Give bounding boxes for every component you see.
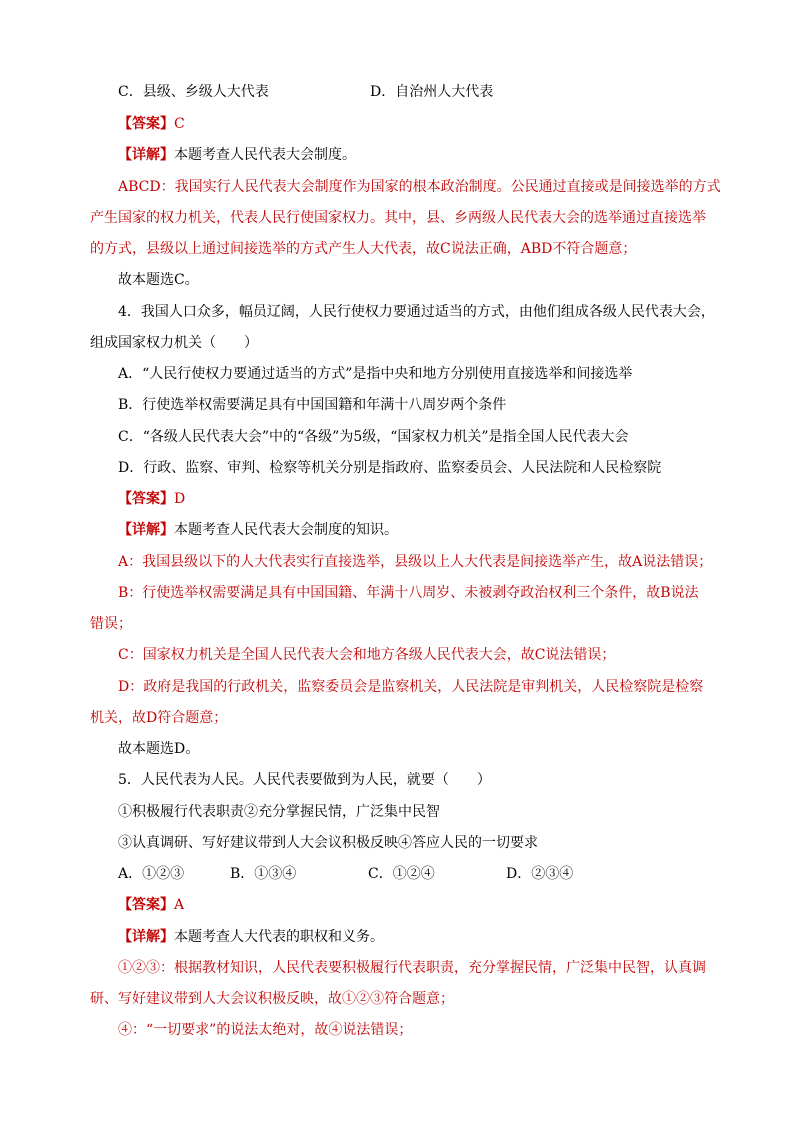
q4-answer [118,489,185,509]
q3-conclusion: 故本题选C。 [118,272,199,288]
q4-option-a: A．“人民行使权力要通过适当的方式”是指中央和地方分别使用直接选举和间接选举 [118,366,633,382]
detail-label: 【详解】 [118,522,174,538]
answer-label: 【答案】 [118,897,174,913]
q4-explanation-c: C：国家权力机关是全国人民代表大会和地方各级人民代表大会，故C说法错误； [118,647,616,663]
q4-conclusion: 故本题选D。 [118,741,200,757]
answer-value: D [174,491,186,507]
q4-option-d: D．行政、监察、审判、检察等机关分别是指政府、监察委员会、人民法院和人民检察院 [118,460,662,476]
detail-text: 本题考查人民代表大会制度。 [174,147,356,163]
q3-explanation-line: 产生国家的权力机关，代表人民行使国家权力。其中，县、乡两级人民代表大会的选举通过直接选举 [90,210,706,226]
detail-label: 【详解】 [118,147,174,163]
q5-answer [118,895,184,915]
detail-label: 【详解】 [118,929,174,945]
q3-option-d: D．自治州人大代表 [370,84,494,100]
q4-explanation-b: B：行使选举权需要满足具有中国国籍、年满十八周岁、未被剥夺政治权利三个条件，故B说法 [118,585,699,601]
q5-option-c: C．①②④ [368,866,435,882]
q5-option-b: B．①③④ [230,866,297,882]
answer-value: C [174,116,185,132]
q5-statement: ①积极履行代表职责②充分掌握民情，广泛集中民智 [118,804,440,820]
q5-explanation-1: ①②③：根据教材知识，人民代表要积极履行代表职责，充分掌握民情，广泛集中民智，认真调 [118,960,706,976]
answer-label: 【答案】 [118,491,174,507]
q3-detail [118,145,356,165]
answer-value: A [174,897,185,913]
q4-stem-line: 组成国家权力机关（ ） [90,335,258,351]
q3-option-c: C．县级、乡级人大代表 [118,84,269,100]
q5-statement: ③认真调研、写好建议带到人大会议积极反映④答应人民的一切要求 [118,835,538,851]
detail-text: 本题考查人民代表大会制度的知识。 [174,522,398,538]
q5-detail [118,927,384,947]
detail-text: 本题考查人大代表的职权和义务。 [174,929,384,945]
q3-answer [118,114,185,134]
q4-detail [118,520,398,540]
q3-explanation-line: ABCD：我国实行人民代表大会制度作为国家的根本政治制度。公民通过直接或是间接选举的方式 [118,179,721,195]
q4-stem-line: 4．我国人口众多，幅员辽阔，人民行使权力要通过适当的方式，由他们组成各级人民代表大会， [118,304,715,320]
q4-explanation-d: D：政府是我国的行政机关，监察委员会是监察机关，人民法院是审判机关，人民检察院是检察 [118,679,704,695]
q4-explanation-b-cont: 错误； [90,616,132,632]
q5-option-a: A．①②③ [118,866,185,882]
q4-explanation-a: A：我国县级以下的人大代表实行直接选举，县级以上人大代表是间接选举产生，故A说法错误； [118,554,713,570]
q5-option-d: D．②③④ [506,866,574,882]
q4-option-b: B．行使选举权需要满足具有中国国籍和年满十八周岁两个条件 [118,397,507,413]
q4-explanation-d-cont: 机关，故D符合题意； [90,710,228,726]
q5-explanation-2: ④：“一切要求”的说法太绝对，故④说法错误； [118,1022,413,1038]
q4-option-c: C．“各级人民代表大会”中的“各级”为5级，“国家权力机关”是指全国人民代表大会 [118,429,629,445]
q5-stem: 5．人民代表为人民。人民代表要做到为人民，就要（ ） [118,772,491,788]
answer-label: 【答案】 [118,116,174,132]
q3-explanation-line: 的方式，县级以上通过间接选举的方式产生人大代表，故C说法正确，ABD不符合题意； [90,241,637,257]
q5-explanation-1-cont: 研、写好建议带到人大会议积极反映，故①②③符合题意； [90,991,454,1007]
